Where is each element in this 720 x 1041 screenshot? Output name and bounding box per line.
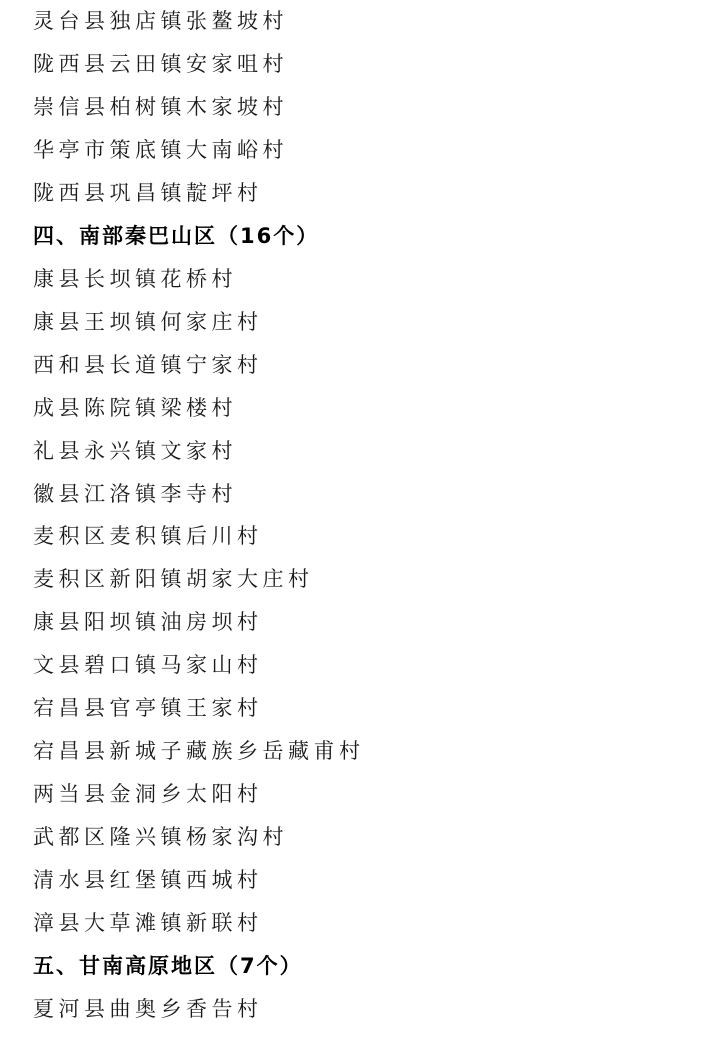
village-list-item: 崇信县柏树镇木家坡村 — [33, 94, 288, 119]
village-list-item: 漳县大草滩镇新联村 — [33, 911, 263, 935]
village-list-item: 宕昌县官亭镇王家村 — [33, 696, 263, 721]
village-list-item: 灵台县独店镇张鳌坡村 — [33, 9, 288, 33]
village-list-item: 徽县江洛镇李寺村 — [33, 481, 237, 506]
village-list-item: 成县陈院镇梁楼村 — [33, 395, 237, 420]
village-list-item: 麦积区新阳镇胡家大庄村 — [33, 567, 314, 592]
village-list-item: 康县王坝镇何家庄村 — [33, 309, 263, 334]
village-list-item: 麦积区麦积镇后川村 — [33, 524, 263, 549]
village-list-item: 陇西县巩昌镇靛坪村 — [33, 180, 263, 205]
village-list-item: 武都区隆兴镇杨家沟村 — [33, 825, 288, 850]
village-list-item: 康县长坝镇花桥村 — [33, 266, 237, 291]
section-heading: 四、南部秦巴山区（16个） — [33, 223, 320, 248]
village-list-item: 文县碧口镇马家山村 — [33, 653, 263, 678]
village-list-item: 夏河县曲奥乡香告村 — [33, 996, 263, 1021]
village-list-item: 宕昌县新城子藏族乡岳藏甫村 — [33, 739, 365, 764]
village-list-item: 西和县长道镇宁家村 — [33, 352, 263, 377]
village-list-item: 陇西县云田镇安家咀村 — [33, 52, 288, 76]
village-list-item: 礼县永兴镇文家村 — [33, 438, 237, 463]
village-list-item: 华亭市策底镇大南峪村 — [33, 137, 288, 162]
village-list-item: 两当县金洞乡太阳村 — [33, 782, 263, 807]
village-list-item: 清水县红堡镇西城村 — [33, 868, 263, 892]
section-heading: 五、甘南高原地区（7个） — [33, 953, 303, 978]
village-list-item: 康县阳坝镇油房坝村 — [33, 610, 263, 635]
